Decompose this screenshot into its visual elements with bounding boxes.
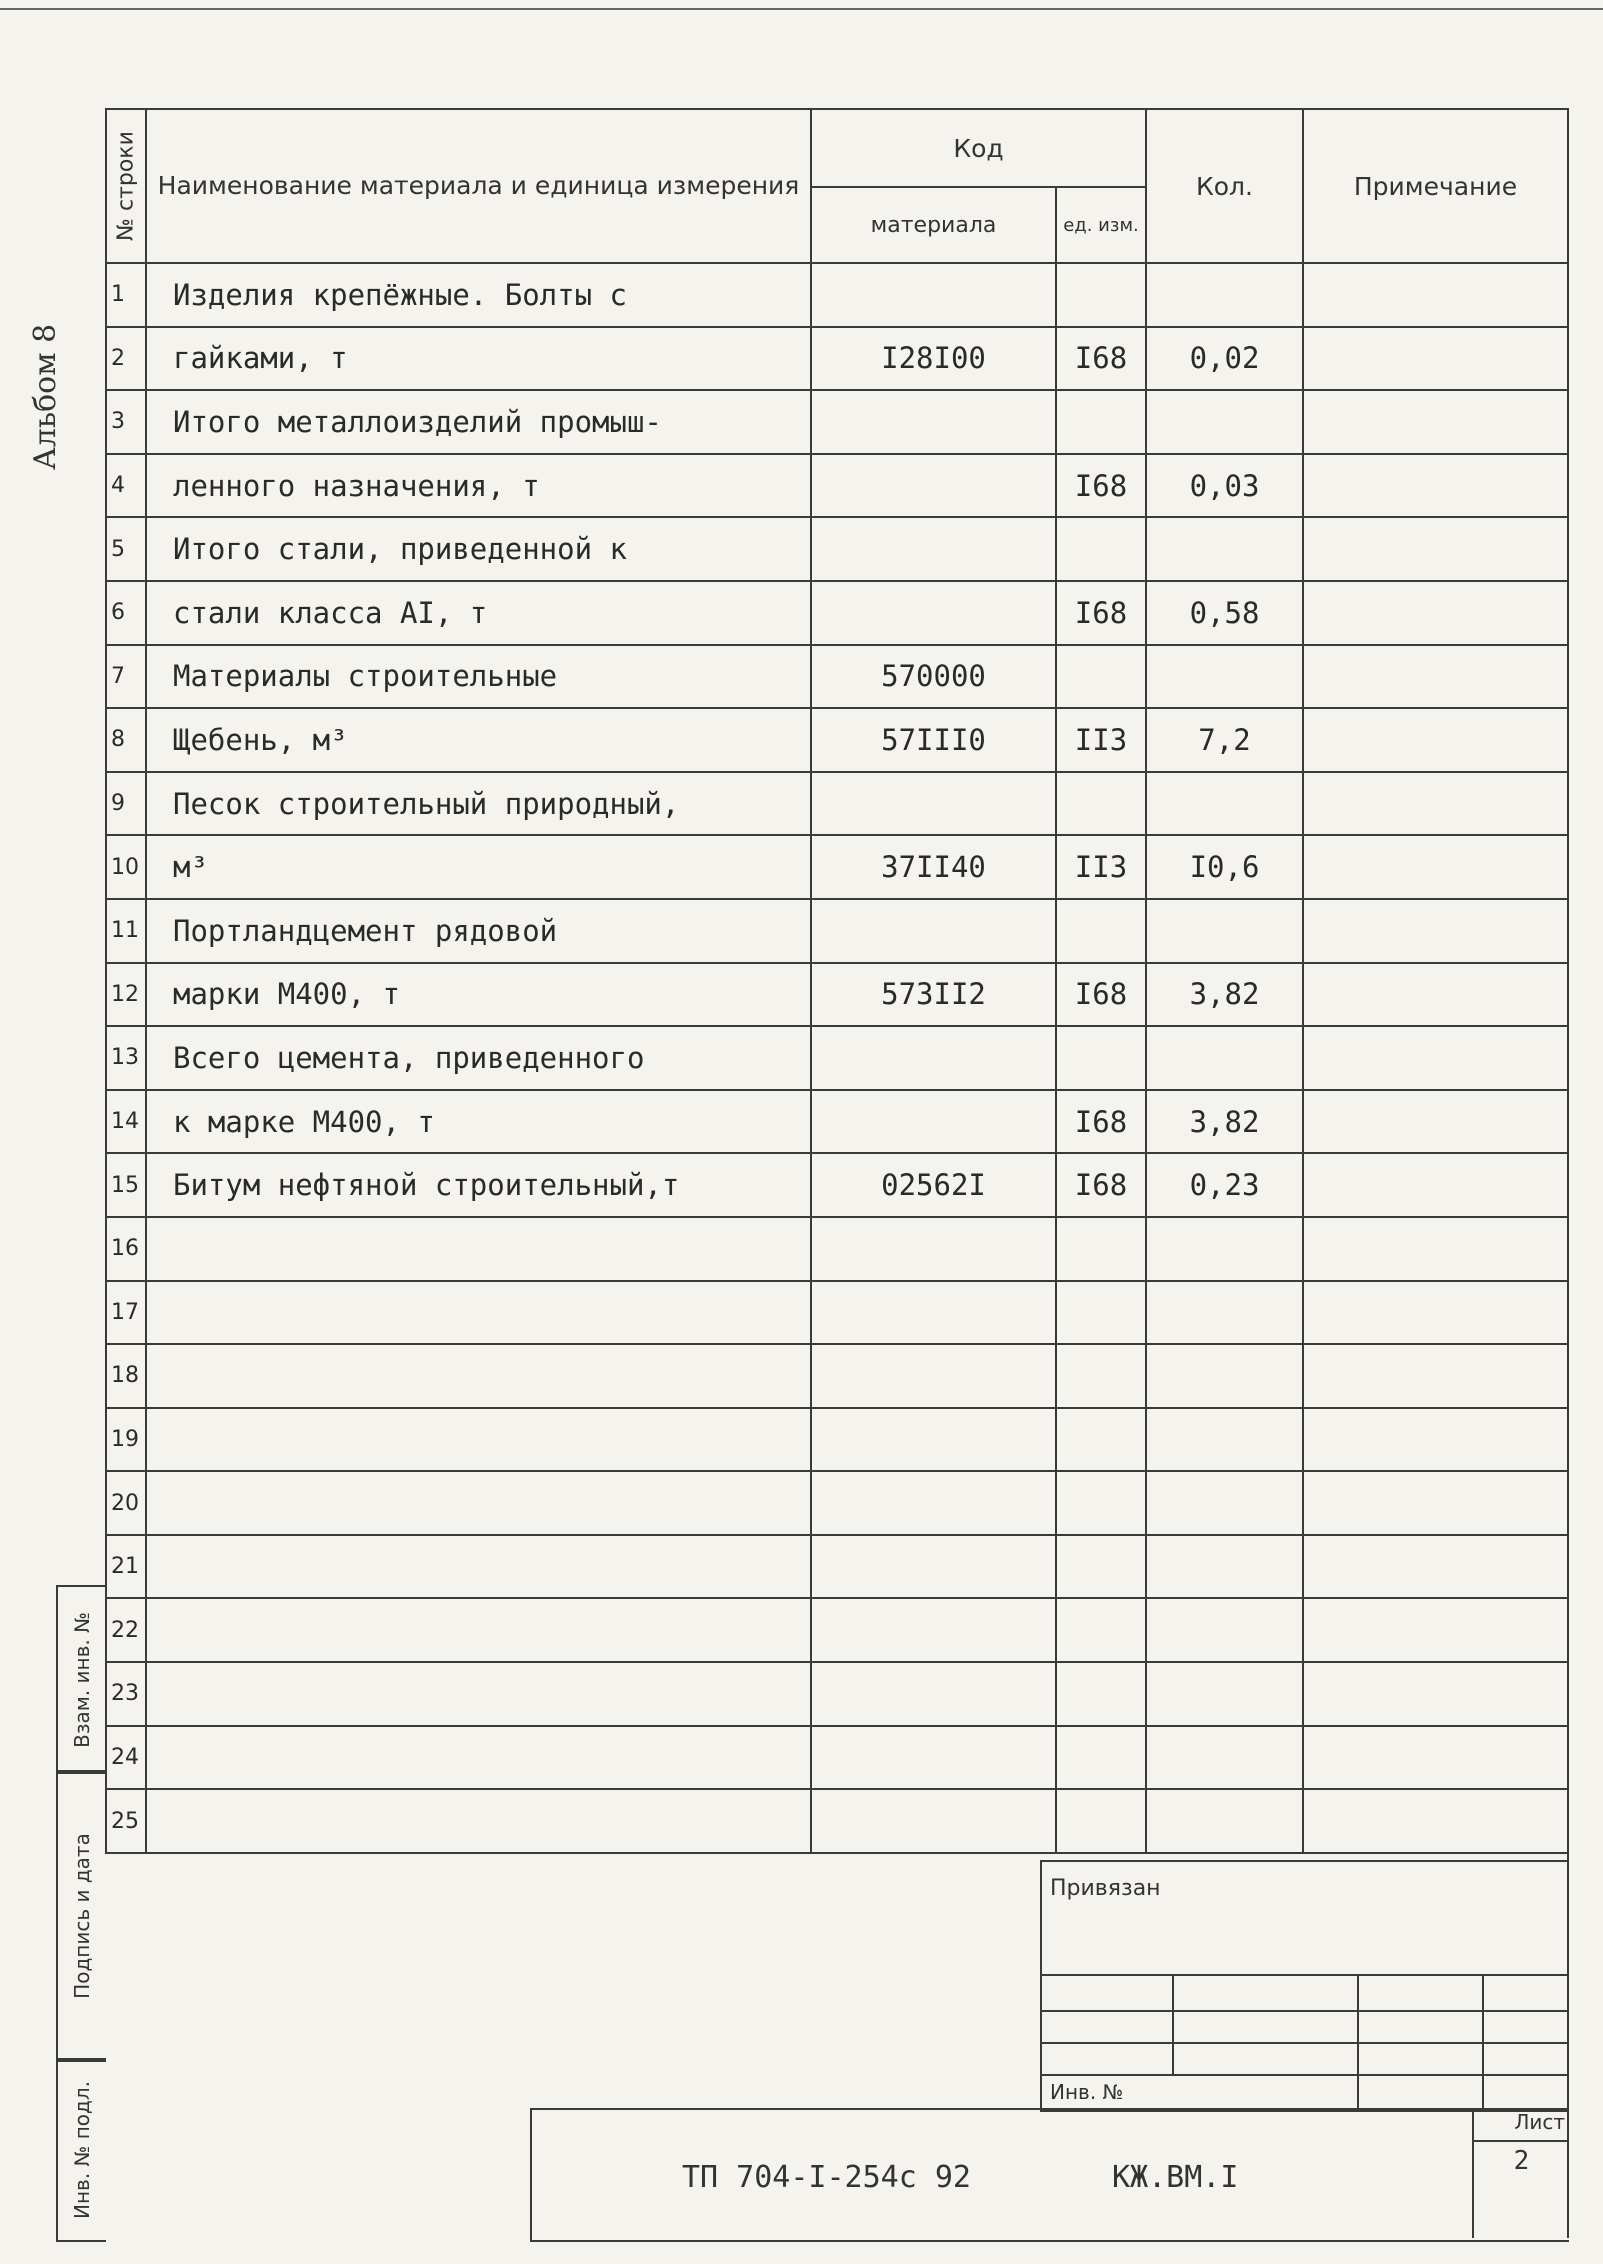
note-cell — [1303, 517, 1568, 581]
table-row — [106, 1662, 1568, 1726]
quantity-cell — [1146, 1789, 1303, 1853]
quantity-cell — [1146, 1471, 1303, 1535]
quantity-cell: 7,2 — [1146, 708, 1303, 772]
quantity-cell — [1146, 1662, 1303, 1726]
table-row — [106, 263, 1568, 327]
unit-code-cell: I68 — [1056, 1153, 1146, 1217]
material-code-cell — [811, 1090, 1056, 1154]
quantity-cell — [1146, 1598, 1303, 1662]
material-code-cell — [811, 1217, 1056, 1281]
note-cell — [1303, 1026, 1568, 1090]
note-cell — [1303, 963, 1568, 1027]
note-cell — [1303, 899, 1568, 963]
material-code-cell — [811, 1535, 1056, 1599]
note-cell — [1303, 1535, 1568, 1599]
material-name-cell — [146, 1408, 811, 1472]
material-name-cell — [146, 1598, 811, 1662]
note-cell — [1303, 390, 1568, 454]
table-row — [106, 1598, 1568, 1662]
row-number-cell: 21 — [106, 1535, 146, 1599]
row-number-cell: 25 — [106, 1789, 146, 1853]
title-block — [530, 2108, 1569, 2242]
note-cell — [1303, 1153, 1568, 1217]
material-code-cell — [811, 1598, 1056, 1662]
quantity-cell: 0,58 — [1146, 581, 1303, 645]
row-number-cell: 24 — [106, 1726, 146, 1790]
unit-code-cell: I68 — [1056, 454, 1146, 518]
table-row — [106, 899, 1568, 963]
unit-code-cell — [1056, 1726, 1146, 1790]
note-cell — [1303, 708, 1568, 772]
table-row — [106, 581, 1568, 645]
unit-code-cell: II3 — [1056, 835, 1146, 899]
note-cell — [1303, 1344, 1568, 1408]
quantity-cell — [1146, 1726, 1303, 1790]
unit-code-cell: I68 — [1056, 581, 1146, 645]
stamp-signature-date: Подпись и дата — [56, 1770, 106, 2062]
unit-code-cell — [1056, 899, 1146, 963]
quantity-cell: 0,02 — [1146, 327, 1303, 391]
attached-grid-line — [1357, 1974, 1359, 2110]
note-cell — [1303, 835, 1568, 899]
material-name-cell: Итого металлоизделий промыш- — [146, 390, 811, 454]
attached-grid-line — [1172, 1974, 1174, 2074]
quantity-cell — [1146, 772, 1303, 836]
unit-code-cell — [1056, 1408, 1146, 1472]
quantity-cell — [1146, 517, 1303, 581]
material-name-cell: ленного назначения, т — [146, 454, 811, 518]
unit-code-cell: I68 — [1056, 963, 1146, 1027]
material-code-cell: I28I00 — [811, 327, 1056, 391]
stamp-original-inv: Инв. № подл. — [56, 2058, 106, 2242]
header-code-material: материала — [811, 187, 1056, 263]
header-code-unit: ед. изм. — [1056, 187, 1146, 263]
note-cell — [1303, 1471, 1568, 1535]
row-number-cell: 5 — [106, 517, 146, 581]
table-row — [106, 1344, 1568, 1408]
row-number-cell: 11 — [106, 899, 146, 963]
sheet-label: Лист — [1474, 2110, 1569, 2142]
quantity-cell — [1146, 899, 1303, 963]
note-cell — [1303, 1789, 1568, 1853]
material-name-cell: Песок строительный природный, — [146, 772, 811, 836]
row-number-cell: 10 — [106, 835, 146, 899]
unit-code-cell — [1056, 390, 1146, 454]
quantity-cell — [1146, 390, 1303, 454]
row-number-cell: 14 — [106, 1090, 146, 1154]
attached-grid-line — [1042, 1974, 1569, 1976]
inventory-label: Инв. № — [1050, 2080, 1124, 2104]
attached-grid-line — [1042, 2042, 1569, 2044]
table-row — [106, 1408, 1568, 1472]
row-number-cell: 13 — [106, 1026, 146, 1090]
unit-code-cell — [1056, 517, 1146, 581]
row-number-cell: 15 — [106, 1153, 146, 1217]
material-name-cell: гайками, т — [146, 327, 811, 391]
row-number-cell: 22 — [106, 1598, 146, 1662]
row-number-cell: 3 — [106, 390, 146, 454]
material-code-cell — [811, 1726, 1056, 1790]
attached-block — [1040, 1860, 1569, 2112]
table-row — [106, 1153, 1568, 1217]
table-row — [106, 963, 1568, 1027]
material-code-cell — [811, 1344, 1056, 1408]
table-row — [106, 1789, 1568, 1853]
material-name-cell: Изделия крепёжные. Болты с — [146, 263, 811, 327]
material-name-cell: к марке М400, т — [146, 1090, 811, 1154]
header-name: Наименование материала и единица измерения — [146, 109, 811, 263]
attached-grid-line — [1042, 2074, 1569, 2076]
material-name-cell: Битум нефтяной строительный,т — [146, 1153, 811, 1217]
header-note: Примечание — [1303, 109, 1568, 263]
table-row — [106, 517, 1568, 581]
table-row — [106, 1535, 1568, 1599]
material-code-cell — [811, 454, 1056, 518]
sheet-number-cell — [1472, 2110, 1569, 2238]
material-name-cell — [146, 1535, 811, 1599]
material-code-cell — [811, 1026, 1056, 1090]
unit-code-cell — [1056, 772, 1146, 836]
sheet-number: 2 — [1513, 2146, 1530, 2176]
material-name-cell: Щебень, м³ — [146, 708, 811, 772]
material-code-cell — [811, 772, 1056, 836]
quantity-cell — [1146, 1344, 1303, 1408]
unit-code-cell — [1056, 1598, 1146, 1662]
row-number-cell: 7 — [106, 645, 146, 709]
unit-code-cell: II3 — [1056, 708, 1146, 772]
unit-code-cell — [1056, 1662, 1146, 1726]
quantity-cell — [1146, 1535, 1303, 1599]
row-number-cell: 17 — [106, 1281, 146, 1345]
material-code-cell — [811, 1789, 1056, 1853]
attached-label: Привязан — [1050, 1876, 1161, 1901]
materials-table — [105, 108, 1569, 1854]
header-code: Код — [811, 109, 1146, 187]
row-number-cell: 6 — [106, 581, 146, 645]
material-code-cell — [811, 1408, 1056, 1472]
quantity-cell — [1146, 1281, 1303, 1345]
unit-code-cell — [1056, 1026, 1146, 1090]
material-name-cell: Всего цемента, приведенного — [146, 1026, 811, 1090]
material-name-cell: Портландцемент рядовой — [146, 899, 811, 963]
material-name-cell: марки М400, т — [146, 963, 811, 1027]
row-number-cell: 23 — [106, 1662, 146, 1726]
material-name-cell — [146, 1789, 811, 1853]
note-cell — [1303, 1281, 1568, 1345]
material-code-cell — [811, 390, 1056, 454]
unit-code-cell — [1056, 1344, 1146, 1408]
note-cell — [1303, 263, 1568, 327]
note-cell — [1303, 645, 1568, 709]
row-number-cell: 9 — [106, 772, 146, 836]
note-cell — [1303, 772, 1568, 836]
material-name-cell — [146, 1217, 811, 1281]
material-code-cell — [811, 263, 1056, 327]
table-row — [106, 1090, 1568, 1154]
table-row — [106, 327, 1568, 391]
note-cell — [1303, 1726, 1568, 1790]
quantity-cell: I0,6 — [1146, 835, 1303, 899]
quantity-cell — [1146, 1026, 1303, 1090]
material-name-cell: Материалы строительные — [146, 645, 811, 709]
unit-code-cell — [1056, 645, 1146, 709]
table-row — [106, 454, 1568, 518]
document-mark: КЖ.ВМ.I — [1112, 2160, 1239, 2195]
table-body — [106, 263, 1568, 1853]
quantity-cell: 0,03 — [1146, 454, 1303, 518]
unit-code-cell — [1056, 263, 1146, 327]
top-rule — [0, 8, 1603, 10]
material-code-cell — [811, 517, 1056, 581]
unit-code-cell — [1056, 1471, 1146, 1535]
unit-code-cell — [1056, 1789, 1146, 1853]
material-name-cell — [146, 1726, 811, 1790]
unit-code-cell: I68 — [1056, 327, 1146, 391]
material-code-cell: 573II2 — [811, 963, 1056, 1027]
material-code-cell — [811, 1662, 1056, 1726]
material-code-cell — [811, 581, 1056, 645]
row-number-cell: 16 — [106, 1217, 146, 1281]
header-row-number: № строки — [106, 109, 146, 263]
quantity-cell: 0,23 — [1146, 1153, 1303, 1217]
unit-code-cell — [1056, 1217, 1146, 1281]
table-row — [106, 1281, 1568, 1345]
quantity-cell — [1146, 1408, 1303, 1472]
album-label: Альбом 8 — [28, 323, 63, 470]
material-code-cell: 02562I — [811, 1153, 1056, 1217]
material-code-cell: 57III0 — [811, 708, 1056, 772]
material-name-cell: стали класса АI, т — [146, 581, 811, 645]
note-cell — [1303, 1408, 1568, 1472]
unit-code-cell — [1056, 1535, 1146, 1599]
row-number-cell: 4 — [106, 454, 146, 518]
row-number-cell: 2 — [106, 327, 146, 391]
note-cell — [1303, 1217, 1568, 1281]
table-row — [106, 708, 1568, 772]
note-cell — [1303, 1598, 1568, 1662]
table-row — [106, 645, 1568, 709]
table-row — [106, 1026, 1568, 1090]
note-cell — [1303, 454, 1568, 518]
table-row — [106, 835, 1568, 899]
table-row — [106, 1471, 1568, 1535]
material-code-cell — [811, 1471, 1056, 1535]
material-code-cell — [811, 899, 1056, 963]
material-code-cell: 570000 — [811, 645, 1056, 709]
attached-grid-line — [1482, 1974, 1484, 2110]
row-number-cell: 20 — [106, 1471, 146, 1535]
row-number-cell: 19 — [106, 1408, 146, 1472]
material-name-cell: Итого стали, приведенной к — [146, 517, 811, 581]
note-cell — [1303, 1090, 1568, 1154]
unit-code-cell: I68 — [1056, 1090, 1146, 1154]
quantity-cell — [1146, 263, 1303, 327]
note-cell — [1303, 327, 1568, 391]
material-name-cell — [146, 1662, 811, 1726]
material-code-cell — [811, 1281, 1056, 1345]
note-cell — [1303, 1662, 1568, 1726]
material-name-cell — [146, 1471, 811, 1535]
material-name-cell: м³ — [146, 835, 811, 899]
table-row — [106, 1217, 1568, 1281]
table-row — [106, 390, 1568, 454]
attached-grid-line — [1042, 2010, 1569, 2012]
quantity-cell — [1146, 1217, 1303, 1281]
row-number-cell: 1 — [106, 263, 146, 327]
note-cell — [1303, 581, 1568, 645]
stamp-replacement-inv: Взам. инв. № — [56, 1585, 106, 1774]
header-quantity: Кол. — [1146, 109, 1303, 263]
table-row — [106, 1726, 1568, 1790]
row-number-cell: 8 — [106, 708, 146, 772]
table-row — [106, 772, 1568, 836]
material-name-cell — [146, 1281, 811, 1345]
quantity-cell: 3,82 — [1146, 1090, 1303, 1154]
quantity-cell: 3,82 — [1146, 963, 1303, 1027]
document-code: ТП 704-I-254с 92 — [682, 2160, 971, 2195]
row-number-cell: 18 — [106, 1344, 146, 1408]
material-name-cell — [146, 1344, 811, 1408]
unit-code-cell — [1056, 1281, 1146, 1345]
material-code-cell: 37II40 — [811, 835, 1056, 899]
row-number-cell: 12 — [106, 963, 146, 1027]
quantity-cell — [1146, 645, 1303, 709]
